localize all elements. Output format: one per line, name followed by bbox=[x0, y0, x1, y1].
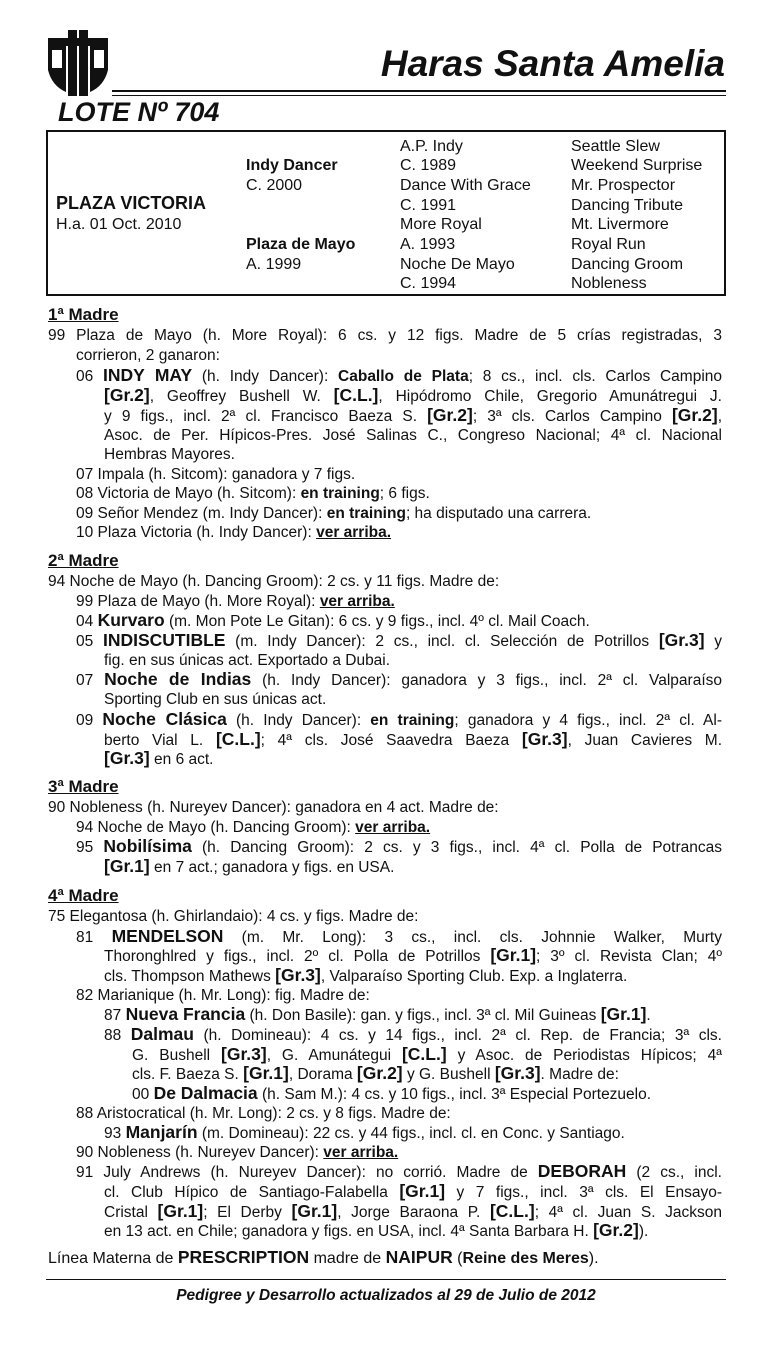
text: 08 Victoria de Mayo (h. Sitcom): bbox=[76, 485, 301, 502]
grade: [Gr.1] bbox=[291, 1201, 338, 1221]
family-line bbox=[132, 1064, 619, 1085]
text: 94 Noche de Mayo (h. Dancing Groom): bbox=[76, 819, 356, 836]
text: 10 Plaza Victoria (h. Indy Dancer): bbox=[76, 524, 317, 541]
text: , Valparaíso Sporting Club. Exp. a Inglaterra. bbox=[320, 968, 628, 985]
sire-dam-info: C. 1991 bbox=[400, 197, 457, 214]
text: ver arriba. bbox=[323, 1144, 399, 1161]
text: (m. Mr. Long): 3 cs., incl. cls. Johnnie Walker, Murty bbox=[223, 929, 722, 946]
text: 87 bbox=[104, 1007, 126, 1024]
text: 06 bbox=[76, 368, 104, 385]
text: en training bbox=[326, 505, 406, 522]
family-line: fig. en sus únicas act. Exportado a Dubai. bbox=[104, 652, 391, 669]
text: en 13 act. en Chile; ganadora y figs. en USA, incl. 4ª Santa Barbara H. bbox=[104, 1223, 594, 1240]
text: Caballo de Plata bbox=[338, 368, 469, 385]
family-line: 94 Noche de Mayo (h. Dancing Groom): 2 cs. y 11 figs. Madre de: bbox=[48, 573, 500, 590]
horse-name: MENDELSON bbox=[111, 926, 224, 946]
gg-3: Mr. Prospector bbox=[571, 177, 676, 194]
grade: [Gr.1] bbox=[157, 1201, 204, 1221]
family-line: Sporting Club en sus únicas act. bbox=[104, 691, 327, 708]
family-line: 88 Aristocratical (h. Mr. Long): 2 cs. y 8 figs. Madre de: bbox=[76, 1105, 451, 1122]
family-line bbox=[76, 818, 430, 838]
grade: [Gr.1] bbox=[600, 1004, 647, 1024]
family-line: corrieron, 2 ganaron: bbox=[76, 347, 220, 364]
horse-name: Nueva Francia bbox=[125, 1004, 246, 1024]
horse-name: Noche Clásica bbox=[102, 709, 227, 729]
text: 07 bbox=[76, 672, 105, 689]
family-line bbox=[104, 386, 722, 407]
family-line bbox=[104, 857, 394, 878]
text: (m. Mon Pote Le Gitan): 6 cs. y 9 figs., incl. 4º cl. Mail Coach. bbox=[164, 613, 590, 630]
text: (h. Dancing Groom): 2 cs. y 3 figs., incl. 4ª cl. Polla de Potrancas bbox=[191, 839, 722, 856]
family-line bbox=[76, 927, 722, 948]
dam-sire: More Royal bbox=[400, 216, 482, 233]
text: en training bbox=[370, 712, 455, 729]
horse-name: DEBORAH bbox=[537, 1161, 627, 1181]
family-line bbox=[76, 592, 395, 612]
text: ; 4ª cls. José Saavedra Baeza bbox=[260, 732, 522, 749]
grade: [Gr.3] bbox=[104, 748, 150, 768]
family-line bbox=[104, 1005, 651, 1026]
text: 99 Plaza de Mayo (h. More Royal): bbox=[76, 593, 320, 610]
grade: [C.L.] bbox=[215, 729, 261, 749]
sire-name: Indy Dancer bbox=[246, 157, 338, 174]
text: (m. Domineau): 22 cs. y 44 figs., incl. cl. en Conc. y Santiago. bbox=[197, 1125, 625, 1142]
text: ; 3ª cls. Carlos Campino bbox=[472, 408, 672, 425]
horse-name: INDISCUTIBLE bbox=[102, 630, 226, 650]
text: (h. Domineau): 4 cs. y 14 figs., incl. 2ª cl. Rep. de Francia; 3ª cls. bbox=[193, 1027, 722, 1044]
footer-rule bbox=[46, 1279, 726, 1280]
family-line bbox=[76, 611, 590, 632]
text: 81 bbox=[76, 929, 112, 946]
lot-title: LOTE Nº 704 bbox=[58, 97, 220, 127]
text: en training bbox=[300, 485, 380, 502]
footer-text: Pedigree y Desarrollo actualizados al 29 de Julio de 2012 bbox=[176, 1287, 596, 1304]
section-title-3: 3ª Madre bbox=[48, 777, 119, 796]
text: y bbox=[704, 633, 722, 650]
text: y 7 figs., incl. 3ª cls. El Ensayo- bbox=[445, 1184, 722, 1201]
text: , G. Amunátegui bbox=[266, 1047, 402, 1064]
text: G. Bushell bbox=[132, 1047, 221, 1064]
text: 04 bbox=[76, 613, 98, 630]
text: ). bbox=[638, 1223, 649, 1240]
dam-dam-info: C. 1994 bbox=[400, 275, 457, 292]
text: (2 cs., incl. bbox=[626, 1164, 722, 1181]
grade: [Gr.1] bbox=[243, 1063, 289, 1083]
text: (h. Indy Dancer): ganadora y 3 figs., incl. 2ª cl. Valparaíso bbox=[251, 672, 723, 689]
family-line bbox=[132, 1045, 722, 1066]
text: ; ganadora y 4 figs., incl. 2ª cl. Al- bbox=[454, 712, 722, 729]
text: y G. Bushell bbox=[402, 1066, 495, 1083]
family-line bbox=[76, 710, 722, 731]
gg-8: Nobleness bbox=[571, 275, 647, 292]
family-line bbox=[104, 730, 722, 751]
family-line bbox=[104, 966, 627, 987]
text: ; ha disputado una carrera. bbox=[405, 505, 592, 522]
horse-name: Kurvaro bbox=[97, 610, 165, 630]
grade: [Gr.2] bbox=[356, 1063, 403, 1083]
family-line bbox=[76, 1143, 398, 1163]
text: Cristal bbox=[104, 1204, 158, 1221]
grade: [Gr.3] bbox=[494, 1063, 541, 1083]
text: 05 bbox=[76, 633, 103, 650]
family-line bbox=[76, 1162, 722, 1183]
grade: [Gr.1] bbox=[104, 856, 150, 876]
grade: [Gr.2] bbox=[593, 1220, 639, 1240]
text: ; 4ª cl. Juan S. Jackson bbox=[534, 1204, 722, 1221]
family-line bbox=[76, 837, 722, 858]
horse-name: PRESCRIPTION bbox=[177, 1247, 310, 1267]
text: 88 bbox=[104, 1027, 131, 1044]
family-line: 90 Nobleness (h. Nureyev Dancer): ganadora en 4 act. Madre de: bbox=[48, 799, 499, 816]
text: , Hipódromo Chile, Gregorio Amunátregui J. bbox=[378, 388, 722, 405]
text: ). bbox=[588, 1250, 599, 1267]
text: (h. Don Basile): gan. y figs., incl. 3ª cl. Mil Guineas bbox=[245, 1007, 601, 1024]
family-line bbox=[76, 484, 430, 504]
horse-name: Nobilísima bbox=[103, 836, 192, 856]
text: cl. Club Hípico de Santiago-Falabella bbox=[104, 1184, 400, 1201]
stud-name: Haras Santa Amelia bbox=[380, 43, 725, 84]
text: , Jorge Baraona P. bbox=[337, 1204, 490, 1221]
text: 00 bbox=[132, 1086, 154, 1103]
text: (h. Sam M.): 4 cs. y 10 figs., incl. 3ª Especial Portezuelo. bbox=[257, 1086, 652, 1103]
family-line bbox=[104, 749, 213, 770]
text: 93 bbox=[104, 1125, 126, 1142]
text: ver arriba. bbox=[355, 819, 431, 836]
text: en 7 act.; ganadora y figs. en USA. bbox=[149, 859, 395, 876]
text: ver arriba. bbox=[319, 593, 395, 610]
sire-dam: Dance With Grace bbox=[400, 177, 531, 194]
grade: [C.L.] bbox=[333, 385, 379, 405]
horse-name: INDY MAY bbox=[103, 365, 193, 385]
family-line: 07 Impala (h. Sitcom): ganadora y 7 figs. bbox=[76, 466, 356, 483]
grade: [Gr.3] bbox=[275, 965, 321, 985]
family-line bbox=[104, 1123, 625, 1144]
gg-5: Mt. Livermore bbox=[571, 216, 669, 233]
horse-name: Noche de Indias bbox=[104, 669, 252, 689]
dam-name: Plaza de Mayo bbox=[246, 236, 356, 253]
text: ; 6 figs. bbox=[379, 485, 430, 502]
text: ver arriba. bbox=[316, 524, 392, 541]
dam-dam: Noche De Mayo bbox=[400, 256, 515, 273]
grade: [Gr.3] bbox=[221, 1044, 267, 1064]
horse-name: De Dalmacia bbox=[153, 1083, 258, 1103]
text: , bbox=[717, 408, 723, 425]
text: Reine des Meres bbox=[462, 1250, 589, 1267]
gg-6: Royal Run bbox=[571, 236, 646, 253]
text: , Dorama bbox=[288, 1066, 357, 1083]
text: 09 bbox=[76, 712, 103, 729]
horse-name: PLAZA VICTORIA bbox=[56, 193, 207, 213]
family-line bbox=[76, 366, 722, 387]
text: (m. Indy Dancer): 2 cs., incl. cl. Selección de Potrillos bbox=[225, 633, 659, 650]
text: 90 Nobleness (h. Nureyev Dancer): bbox=[76, 1144, 324, 1161]
gg-1: Seattle Slew bbox=[571, 138, 660, 155]
family-line: Asoc. de Per. Hípicos-Pres. José Salinas C., Congreso Nacional; 4ª cl. Nacional bbox=[104, 427, 722, 444]
maternal-line bbox=[48, 1248, 599, 1269]
text: y Asoc. de Periodistas Hípicos; 4ª bbox=[446, 1047, 722, 1064]
grade: [Gr.2] bbox=[427, 405, 473, 425]
section-title-1: 1ª Madre bbox=[48, 305, 119, 324]
horse-info: H.a. 01 Oct. 2010 bbox=[56, 216, 182, 233]
text: Línea Materna de bbox=[48, 1250, 178, 1267]
grade: [Gr.3] bbox=[658, 630, 705, 650]
grade: [Gr.2] bbox=[104, 385, 150, 405]
gg-4: Dancing Tribute bbox=[571, 197, 684, 214]
sire-info: C. 2000 bbox=[246, 177, 303, 194]
sire-sire: A.P. Indy bbox=[400, 138, 463, 155]
section-title-2: 2ª Madre bbox=[48, 551, 119, 570]
grade: [Gr.1] bbox=[399, 1181, 446, 1201]
gg-7: Dancing Groom bbox=[571, 256, 684, 273]
grade: [Gr.1] bbox=[490, 945, 537, 965]
text: (h. Indy Dancer): bbox=[192, 368, 339, 385]
grade: [Gr.3] bbox=[521, 729, 568, 749]
text: . Madre de: bbox=[540, 1066, 619, 1083]
text: ; 8 cs., incl. cls. Carlos Campino bbox=[468, 368, 723, 385]
dam-sire-info: A. 1993 bbox=[400, 236, 456, 253]
family-line bbox=[76, 523, 391, 543]
text: 09 Señor Mendez (m. Indy Dancer): bbox=[76, 505, 327, 522]
family-line bbox=[132, 1084, 651, 1105]
grade: [C.L.] bbox=[489, 1201, 535, 1221]
text: en 6 act. bbox=[149, 751, 214, 768]
dam-info: A. 1999 bbox=[246, 256, 302, 273]
family-line bbox=[104, 946, 722, 967]
gg-2: Weekend Surprise bbox=[571, 157, 703, 174]
family-line bbox=[104, 1182, 722, 1203]
horse-name: NAIPUR bbox=[385, 1247, 453, 1267]
text: . bbox=[646, 1007, 651, 1024]
family-line bbox=[104, 406, 722, 427]
grade: [C.L.] bbox=[401, 1044, 447, 1064]
horse-name: Manjarín bbox=[125, 1122, 198, 1142]
family-line: 82 Marianique (h. Mr. Long): fig. Madre de: bbox=[76, 987, 370, 1004]
family-line: 75 Elegantosa (h. Ghirlandaio): 4 cs. y figs. Madre de: bbox=[48, 908, 419, 925]
family-line bbox=[104, 1025, 722, 1046]
pedigree-table bbox=[46, 130, 726, 296]
text: , Geoffrey Bushell W. bbox=[149, 388, 334, 405]
text: madre de bbox=[309, 1250, 386, 1267]
text: , Juan Cavieres M. bbox=[567, 732, 723, 749]
text: 95 bbox=[76, 839, 104, 856]
stud-logo-icon bbox=[48, 30, 108, 96]
text: berto Vial L. bbox=[104, 732, 216, 749]
horse-name: Dalmau bbox=[130, 1024, 194, 1044]
section-title-4: 4ª Madre bbox=[48, 886, 119, 905]
text: y 9 figs., incl. 2ª cl. Francisco Baeza S. bbox=[104, 408, 428, 425]
family-line bbox=[76, 504, 591, 524]
text: ; 3º cl. Revista Clan; 4º bbox=[536, 948, 722, 965]
text: 91 July Andrews (h. Nureyev Dancer): no corrió. Madre de bbox=[76, 1164, 538, 1181]
text: Thoronghlred y figs., incl. 2º cl. Polla de Potrillos bbox=[104, 948, 491, 965]
family-line bbox=[104, 1221, 648, 1242]
family-line bbox=[76, 670, 722, 691]
text: cls. Thompson Mathews bbox=[104, 968, 276, 985]
text: (h. Indy Dancer): bbox=[226, 712, 371, 729]
text: ; El Derby bbox=[203, 1204, 292, 1221]
grade: [Gr.2] bbox=[671, 405, 718, 425]
family-line: 99 Plaza de Mayo (h. More Royal): 6 cs. y 12 figs. Madre de 5 crías registradas, 3 bbox=[48, 327, 722, 344]
sire-sire-info: C. 1989 bbox=[400, 157, 457, 174]
header-rule bbox=[112, 90, 726, 92]
text: ( bbox=[452, 1250, 463, 1267]
family-line: Hembras Mayores. bbox=[104, 446, 235, 463]
text: cls. F. Baeza S. bbox=[132, 1066, 244, 1083]
family-line bbox=[76, 631, 722, 652]
